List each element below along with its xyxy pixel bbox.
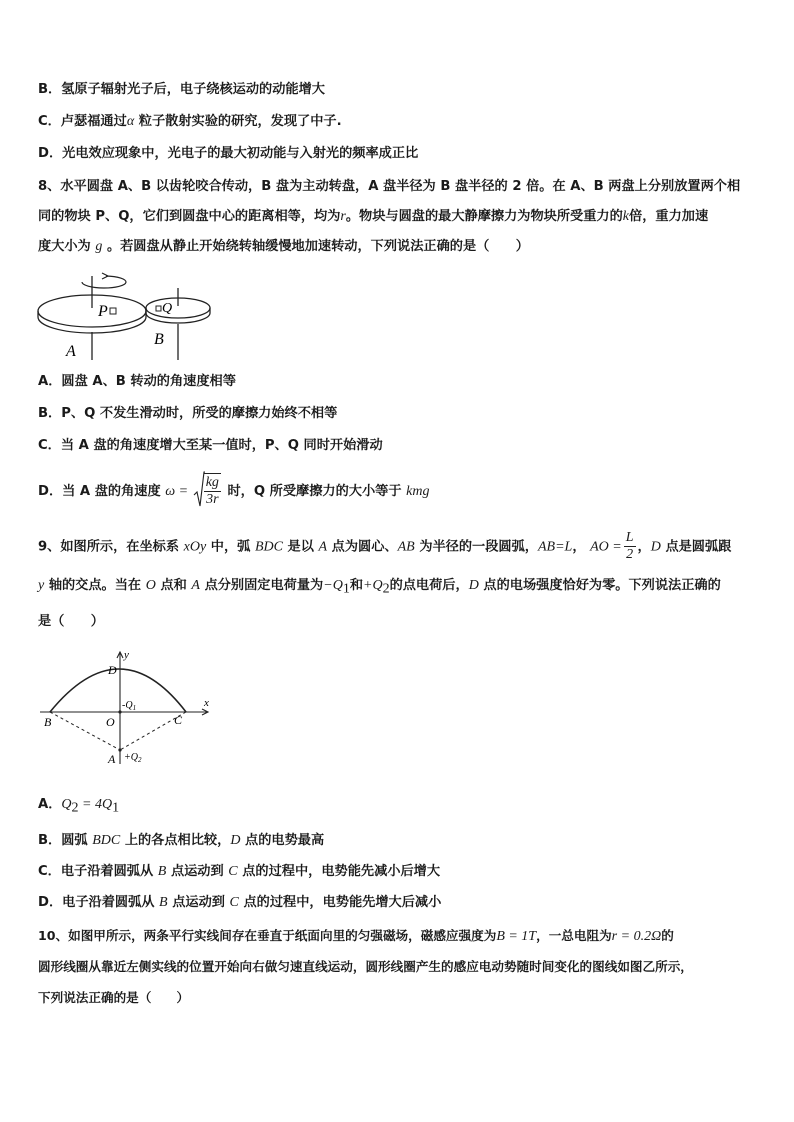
fraction-l-2 xyxy=(624,530,636,563)
sqrt-expression xyxy=(193,470,223,512)
q9-text-1c: 是以 xyxy=(287,539,314,555)
var-c: C xyxy=(228,864,238,879)
q9-text-2a: 轴的交点。当在 xyxy=(48,578,142,593)
q8-stem-text-3a: 度大小为 xyxy=(38,239,91,254)
q10-text-2: 圆形线圈从靠近左侧实线的位置开始向右做匀速直线运动，圆形线圈产生的感应电动势随时间变化的图线如图乙所示， xyxy=(38,959,693,974)
label-o: O xyxy=(106,715,115,729)
fraction-kg-3r xyxy=(204,473,221,508)
var-k: k xyxy=(622,209,630,224)
q9-option-b xyxy=(38,831,756,851)
sub-2: 2 xyxy=(382,581,390,597)
var-q2: Q xyxy=(61,797,72,812)
q9-option-c-text-3: 点的过程中，电势能先减小后增大 xyxy=(242,864,441,879)
q7-option-c-text-2: 粒子散射实验的研究，发现了中子. xyxy=(138,114,342,129)
q7-option-d-text: D．光电效应现象中，光电子的最大初动能与入射光的频率成正比 xyxy=(38,146,419,161)
q9-text-1d: 点为圆心、 xyxy=(331,539,398,555)
q9-text-1h: 点是圆弧跟 xyxy=(665,539,732,555)
label-q2: $+Q_2$ xyxy=(124,752,142,764)
q8-stem-text-2a: 同的物块 P、Q，它们到圆盘中心的距离相等，均为 xyxy=(38,209,341,224)
var-bdc: BDC xyxy=(254,539,283,555)
q9-option-c-text-2: 点运动到 xyxy=(170,864,224,879)
q7-option-d xyxy=(38,144,756,164)
frac-num-l: L xyxy=(625,530,634,545)
omega-eq: ω = xyxy=(165,484,189,499)
label-a: A xyxy=(66,343,76,360)
var-a-2: A xyxy=(191,578,200,593)
q8-option-c-text: C．当 A 盘的角速度增大至某一值时，P、Q 同时开始滑动 xyxy=(38,438,383,453)
q9-option-a xyxy=(38,795,756,819)
q9-text-1g: ， xyxy=(637,539,651,555)
q7-option-b xyxy=(38,80,756,100)
q8-option-b-text: B．P、Q 不发生滑动时，所受的摩擦力始终不相等 xyxy=(38,406,338,421)
var-neg-q1: −Q xyxy=(323,578,343,593)
q9-text-1e: 为半径的一段圆弧， xyxy=(419,539,538,555)
frac-num-kg: kg xyxy=(205,474,219,490)
point-a xyxy=(118,748,121,751)
var-b: B xyxy=(157,864,167,879)
q9-option-d xyxy=(38,893,756,913)
var-bdc-2: BDC xyxy=(92,833,121,848)
label-c: C xyxy=(174,713,183,727)
var-b-2: B xyxy=(159,895,168,910)
label-x: x xyxy=(204,697,209,709)
q9-text-1a: 9、如图所示，在坐标系 xyxy=(38,539,180,555)
frac-den-3r: 3r xyxy=(206,491,219,507)
label-q: Q xyxy=(162,301,173,316)
q8-stem-text-3b: 。若圆盘从静止开始绕转轴缓慢地加速转动，下列说法正确的是（ ） xyxy=(106,239,529,254)
q9-option-d-text-2: 点运动到 xyxy=(172,895,225,910)
q9-option-d-text: D．电子沿着圆弧从 xyxy=(38,895,155,910)
q9-option-b-text: B．圆弧 xyxy=(38,833,88,848)
var-ab: AB xyxy=(397,539,415,555)
var-4q1: = 4Q xyxy=(78,797,113,812)
q9-option-b-text-2: 上的各点相比较， xyxy=(124,833,231,848)
q10-stem-line-1 xyxy=(38,926,756,947)
q8-stem-text: 8、水平圆盘 A、B 以齿轮咬合传动，B 盘为主动转盘，A 盘半径为 B 盘半径的 2 倍。在 A、B 两盘上分别放置两个相 xyxy=(38,179,741,194)
arc-bdc xyxy=(50,669,186,712)
var-c-2: C xyxy=(229,895,239,910)
q9-text-2d: 和 xyxy=(349,578,363,593)
q8-stem-line-3 xyxy=(38,237,756,257)
q9-option-d-text-3: 点的过程中，电势能先增大后减小 xyxy=(243,895,442,910)
label-p: P xyxy=(98,303,108,320)
var-y: y xyxy=(38,578,45,593)
q10-text-1a: 10、如图甲所示，两条平行实线间存在垂直于纸面向里的匀强磁场，磁感应强度为 xyxy=(38,928,497,943)
var-xoy: xOy xyxy=(183,539,207,555)
q9-stem-line-2 xyxy=(38,576,756,600)
var-g: g xyxy=(95,239,103,254)
q9-text-3: 是（ ） xyxy=(38,614,104,629)
q8-option-a-text: A．圆盘 A、B 转动的角速度相等 xyxy=(38,374,236,389)
q7-option-b-text: B．氢原子辐射光子后，电子绕核运动的动能增大 xyxy=(38,82,325,97)
q9-option-c xyxy=(38,862,756,882)
var-b-field: B = 1T xyxy=(496,929,537,944)
var-abl: AB=L xyxy=(538,539,573,555)
label-b: B xyxy=(154,331,164,348)
q10-text-3: 下列说法正确的是（ ） xyxy=(38,990,190,1005)
sub-1: 1 xyxy=(342,581,350,597)
q9-text-2c: 点分别固定电荷量为 xyxy=(204,578,324,593)
var-ao: AO = xyxy=(590,539,622,555)
var-kmg: kmg xyxy=(406,484,430,499)
q10-stem-line-3 xyxy=(38,988,756,1008)
var-d: D xyxy=(650,539,661,555)
q9-option-b-text-3: 点的电势最高 xyxy=(245,833,325,848)
q8-stem-text-2c: 倍，重力加速 xyxy=(629,209,709,224)
label-a: A xyxy=(108,752,116,766)
label-y: y xyxy=(124,649,129,661)
q8-stem-text-2b: 。物块与圆盘的最大静摩擦力为物块所受重力的 xyxy=(345,209,623,224)
q8-option-d-text: D．当 A 盘的角速度 xyxy=(38,484,161,499)
frac-den-2: 2 xyxy=(626,547,634,562)
q9-stem-line-1 xyxy=(38,530,756,565)
q8-option-b xyxy=(38,404,756,424)
label-d: D xyxy=(108,663,117,677)
sub-2b: 2 xyxy=(71,800,79,816)
q7-option-c xyxy=(38,112,756,132)
q8-option-c xyxy=(38,436,756,456)
q9-option-a-label: A． xyxy=(38,797,62,812)
alpha-symbol: α xyxy=(126,114,135,129)
q8-option-d xyxy=(38,470,756,513)
q8-stem-line-2 xyxy=(38,207,756,227)
q10-text-1b: ，一总电阻为 xyxy=(536,928,612,943)
q9-stem-line-3 xyxy=(38,612,756,632)
var-r-resistance: r = 0.2Ω xyxy=(611,929,662,944)
q9-arc-figure xyxy=(36,646,216,770)
sub-1b: 1 xyxy=(112,800,120,816)
q8-disc-figure xyxy=(36,268,216,362)
q8-stem-line-1 xyxy=(38,177,756,197)
q7-option-c-text: C．卢瑟福通过 xyxy=(38,114,127,129)
q9-option-c-text: C．电子沿着圆弧从 xyxy=(38,864,154,879)
var-d-2: D xyxy=(468,578,479,593)
q9-text-2f: 点的电场强度恰好为零。下列说法正确的 xyxy=(483,578,721,593)
var-pos-q2: +Q xyxy=(363,578,383,593)
rotation-arrowhead xyxy=(102,273,108,279)
q10-stem-line-2 xyxy=(38,957,756,977)
q9-text-2b: 点和 xyxy=(160,578,187,593)
var-d-3: D xyxy=(230,833,241,848)
q8-option-a xyxy=(38,372,756,392)
q9-text-1f: ， xyxy=(572,539,586,555)
label-q1: $-Q_1$ xyxy=(122,700,137,712)
q10-text-1c: 的 xyxy=(661,928,674,943)
var-a: A xyxy=(318,539,328,555)
var-r: r xyxy=(340,209,346,224)
q9-text-1b: 中，弧 xyxy=(210,539,251,555)
label-b: B xyxy=(44,715,52,729)
q8-option-d-text-2: 时，Q 所受摩擦力的大小等于 xyxy=(227,484,402,499)
var-o: O xyxy=(145,578,156,593)
q9-text-2e: 的点电荷后， xyxy=(389,578,469,593)
